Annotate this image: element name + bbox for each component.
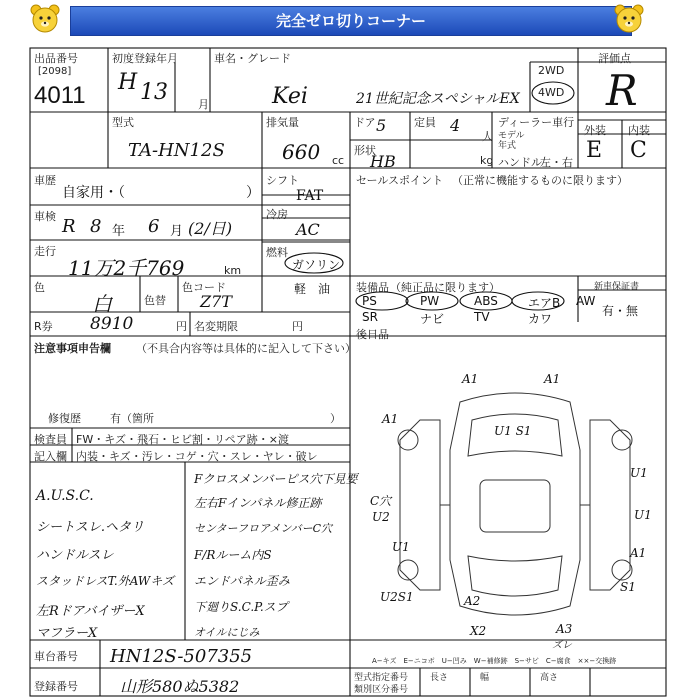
first-reg-era: H bbox=[118, 70, 138, 95]
sales-label: セールスポイント bbox=[356, 174, 444, 187]
equipment-item: ABS bbox=[474, 294, 498, 308]
inspect-day: (2/日) bbox=[188, 219, 233, 238]
drive-4wd-circle bbox=[530, 80, 576, 106]
color-value: 白 bbox=[92, 292, 112, 316]
mileage-unit: km bbox=[224, 264, 242, 277]
diagram-label: A1 bbox=[462, 372, 479, 386]
plate-value: 山形580ぬ5382 bbox=[120, 677, 240, 696]
new-car-value: 有・無 bbox=[602, 304, 639, 318]
diagram-label: C穴 bbox=[370, 494, 392, 508]
repair-close: ） bbox=[330, 412, 341, 425]
car-name: Kei bbox=[272, 84, 308, 109]
month-label: 月 bbox=[198, 98, 209, 111]
remark-right-2: 左右Fインパネル修正跡 bbox=[194, 496, 322, 510]
disp-label: 排気量 bbox=[266, 116, 299, 129]
shape-value: HB bbox=[370, 152, 396, 171]
first-reg-year: 13 bbox=[140, 80, 168, 105]
lot-number: 4011 bbox=[34, 82, 86, 109]
lot-sub: [2098] bbox=[38, 66, 72, 77]
shift-label: シフト bbox=[266, 174, 299, 187]
int-value: C bbox=[630, 138, 647, 163]
remark-left-6: マフラーX bbox=[36, 626, 98, 641]
name-label: 車名・グレード bbox=[214, 52, 291, 65]
diagram-label: A1 bbox=[544, 372, 561, 386]
diagram-label: A2 bbox=[464, 594, 481, 608]
ext-value: E bbox=[586, 138, 603, 163]
plate-label: 登録番号 bbox=[34, 680, 78, 693]
disp-unit: cc bbox=[332, 154, 345, 167]
first-reg-label: 初度登録年月 bbox=[112, 52, 178, 65]
use-value: 自家用・（ bbox=[62, 185, 125, 201]
car-grade: 21世紀記念スペシャルEX bbox=[356, 91, 520, 107]
namechg-label: 名変期限 bbox=[194, 320, 238, 333]
model-label: モデル bbox=[498, 131, 525, 141]
inspect-label: 車検 bbox=[34, 210, 56, 223]
width-label: 幅 bbox=[480, 673, 490, 683]
colorcode-value: Z7T bbox=[200, 292, 232, 311]
remark-right-3: センターフロアメンバーC穴 bbox=[194, 522, 332, 535]
remark-right-4: F/Rルーム内S bbox=[194, 548, 272, 562]
fuel-circle bbox=[282, 250, 346, 276]
repair-value: 有（箇所 bbox=[110, 412, 154, 425]
diagram-label: A1 bbox=[630, 546, 647, 560]
weight-unit: kg bbox=[480, 154, 494, 167]
remark-right-7: オイルにじみ bbox=[194, 626, 260, 639]
seat-back-label: 後日品 bbox=[356, 328, 389, 341]
equipment-item: TV bbox=[474, 310, 490, 324]
inspect-era: R bbox=[62, 216, 76, 237]
equipment-item: PS bbox=[362, 294, 377, 308]
diagram-label: ズレ bbox=[552, 640, 572, 651]
length-label: 長さ bbox=[430, 673, 449, 683]
diagram-label: U2 bbox=[372, 510, 390, 524]
diagram-label: A1 bbox=[382, 412, 399, 426]
remark-left-4: スタッドレスT.外AWキズ bbox=[36, 574, 174, 588]
chassis-value: HN12S-507355 bbox=[110, 646, 253, 667]
diagram-label: U2S1 bbox=[380, 590, 414, 604]
mileage-label: 走行 bbox=[34, 245, 56, 258]
colorcode-label: 色コード bbox=[182, 281, 226, 294]
equipment-item: PW bbox=[420, 294, 440, 308]
drive-4wd: 4WD bbox=[538, 86, 565, 99]
notes-note: （不具合内容等は具体的に記入して下さい） bbox=[136, 342, 356, 355]
score-label: 評価点 bbox=[598, 52, 631, 65]
remark-right-5: エンドパネル歪み bbox=[194, 574, 290, 588]
notes-label: 注意事項申告欄 bbox=[34, 342, 111, 355]
shape-label: 形状 bbox=[354, 144, 376, 157]
equipment-item: ナビ bbox=[420, 312, 445, 326]
new-car-label: 新車保証書 bbox=[594, 282, 640, 292]
inspect-month: 6 bbox=[148, 216, 160, 237]
lot-label: 出品番号 bbox=[34, 52, 78, 65]
fuel-label: 燃料 bbox=[266, 246, 288, 259]
height-label: 高さ bbox=[540, 673, 559, 683]
use-label: 車歴 bbox=[34, 174, 56, 187]
page-title: 完全ゼロ切りコーナー bbox=[70, 6, 632, 36]
recycle-unit: 円 bbox=[176, 320, 187, 333]
seat-value: 4 bbox=[450, 116, 461, 135]
diagram-legend: A−キズ E−ニコボ U−凹み W−補修跡 S−サビ C−腐食 ××−交換跡 bbox=[372, 657, 617, 665]
shift-value: FAT bbox=[296, 188, 324, 204]
ac-label: 冷房 bbox=[266, 208, 288, 221]
equipment-label: 装備品 bbox=[356, 281, 389, 294]
inspect-month-unit: 月 bbox=[170, 224, 184, 239]
diagram-label: U1 S1 bbox=[494, 424, 532, 438]
inspect-year-unit: 年 bbox=[112, 224, 126, 239]
recycle-label: R券 bbox=[34, 320, 53, 333]
seat-label: 定員 bbox=[414, 116, 436, 129]
mileage-value: 11万2千769 bbox=[68, 256, 185, 280]
chassis-label: 車台番号 bbox=[34, 650, 78, 663]
colornum-label: 色替 bbox=[144, 294, 166, 307]
ext-label: 外装 bbox=[584, 124, 606, 137]
fuel-alt: 軽 油 bbox=[294, 282, 331, 296]
diagram-label: U1 bbox=[630, 466, 648, 480]
diagram-label: X2 bbox=[470, 624, 487, 638]
remark-left-5: 左RドアバイザーX bbox=[36, 604, 145, 619]
equipment-item: カワ bbox=[528, 312, 553, 326]
disp-value: 660 bbox=[282, 140, 321, 164]
ctl-label-2: 類別区分番号 bbox=[354, 685, 409, 695]
diagram-label: U1 bbox=[634, 508, 652, 522]
dealer-label: ディーラー車行 bbox=[498, 116, 575, 129]
repair-label: 修復歴 bbox=[48, 412, 81, 425]
sales-note: （正常に機能するものに限ります） bbox=[452, 174, 628, 187]
use-close: ） bbox=[246, 185, 260, 201]
inspect-year: 8 bbox=[90, 216, 102, 237]
door-label: ドア bbox=[354, 116, 376, 129]
equipment-item: エアB bbox=[528, 296, 561, 310]
type-label: 型式 bbox=[112, 116, 134, 129]
equipment-circles bbox=[352, 288, 582, 314]
equipment-item: AW bbox=[576, 294, 596, 308]
diagram-label: S1 bbox=[620, 580, 636, 594]
recycle-value: 8910 bbox=[90, 314, 134, 334]
remark-right-6: 下廻りS.C.P.スプ bbox=[194, 600, 288, 614]
drive-2wd: 2WD bbox=[538, 64, 565, 77]
inspector-label: 検査員 bbox=[34, 433, 67, 446]
equipment-note: （純正品に限ります） bbox=[390, 281, 500, 294]
int-label: 内装 bbox=[628, 124, 650, 137]
score-value: R bbox=[606, 66, 638, 115]
equipment-item: SR bbox=[362, 310, 378, 324]
ctl-label: 型式指定番号 bbox=[354, 673, 409, 683]
diagram-label: A3 bbox=[556, 622, 573, 636]
fuel-value: ガソリン bbox=[292, 258, 341, 272]
entry-label: 記入欄 bbox=[34, 450, 67, 463]
handle-label: ハンドル bbox=[498, 156, 542, 169]
year-label: 年式 bbox=[498, 141, 517, 151]
type-value: TA-HN12S bbox=[128, 140, 225, 161]
diagram-label: U1 bbox=[392, 540, 410, 554]
color-label: 色 bbox=[34, 281, 45, 294]
inspector-row-1: FW・キズ・飛石・ヒビ割・リペア跡・×渡 bbox=[76, 433, 289, 446]
seat-unit: 人 bbox=[482, 130, 493, 143]
ac-value: AC bbox=[296, 220, 320, 239]
remark-right-1: Fクロスメンバーピス穴下見要 bbox=[194, 472, 358, 486]
namechg-unit: 円 bbox=[292, 320, 303, 333]
door-value: 5 bbox=[376, 116, 387, 135]
remark-left-2: シートスレ.ヘタリ bbox=[36, 520, 145, 535]
handle-value: 左・右 bbox=[540, 156, 573, 169]
remark-left-3: ハンドルスレ bbox=[36, 548, 114, 563]
remark-left-1: A.U.S.C. bbox=[36, 488, 94, 504]
inspector-row-2: 内装・キズ・汚レ・コゲ・穴・スレ・ヤレ・破レ bbox=[76, 450, 318, 463]
car-diagram bbox=[380, 380, 650, 630]
